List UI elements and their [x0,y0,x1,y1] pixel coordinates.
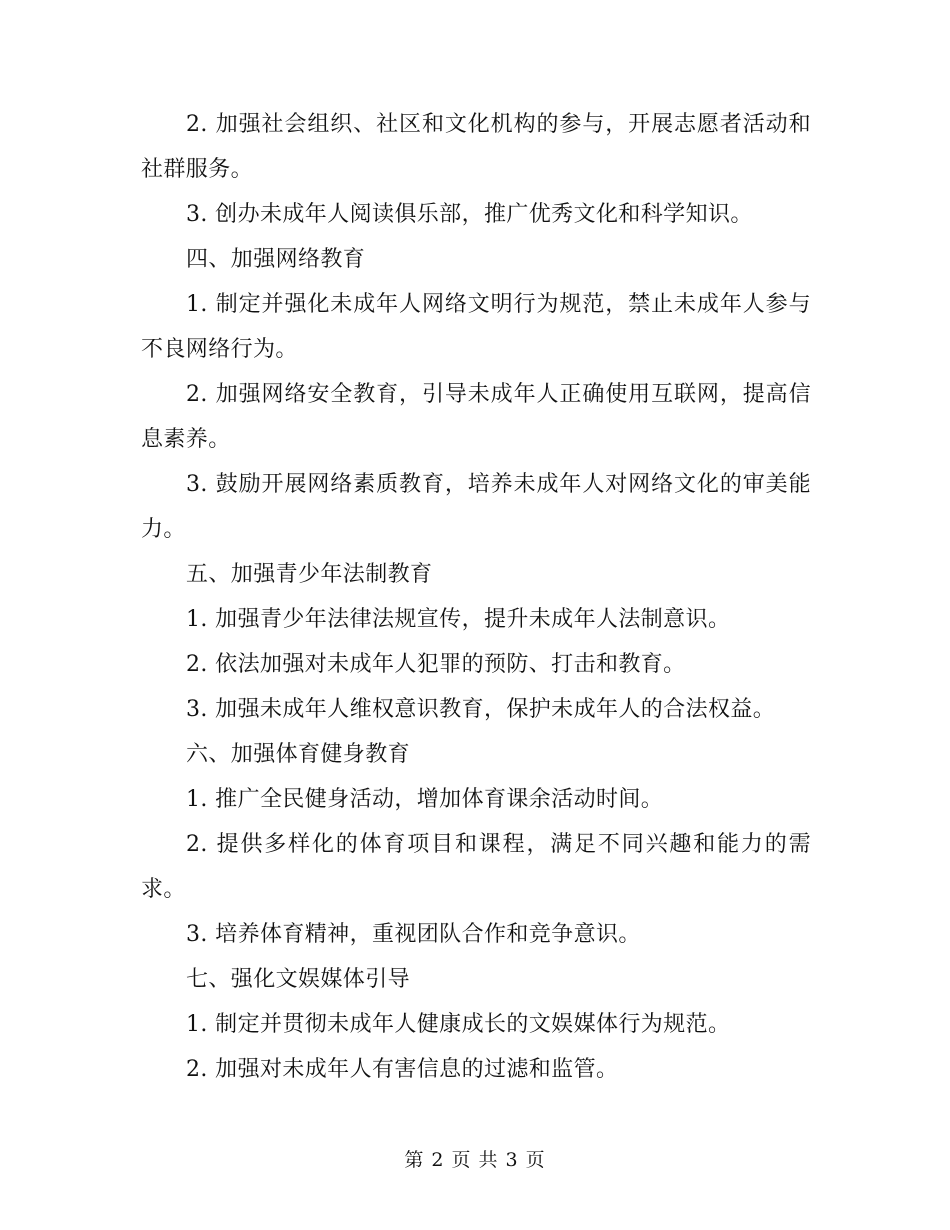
page-footer [0,1146,950,1174]
paragraph: 3. 创办未成年人阅读俱乐部，推广优秀文化和科学知识。 [186,202,753,227]
section-heading: 六、加强体育健身教育 [186,742,411,767]
paragraph: 2. 加强社会组织、社区和文化机构的参与，开展志愿者活动和社群服务。 [141,112,811,182]
section-heading: 七、强化文娱媒体引导 [186,967,411,992]
page-number: 第 2 页 共 3 页 [404,1149,546,1171]
paragraph: 2. 依法加强对未成年人犯罪的预防、打击和教育。 [186,652,686,677]
paragraph: 1. 制定并贯彻未成年人健康成长的文娱媒体行为规范。 [186,1012,731,1037]
document-body [141,102,811,1092]
paragraph: 3. 加强未成年人维权意识教育，保护未成年人的合法权益。 [186,697,776,722]
paragraph: 2. 提供多样化的体育项目和课程，满足不同兴趣和能力的需求。 [141,832,811,902]
section-heading: 五、加强青少年法制教育 [186,562,433,587]
paragraph: 2. 加强对未成年人有害信息的过滤和监管。 [186,1057,619,1082]
paragraph: 2. 加强网络安全教育，引导未成年人正确使用互联网，提高信息素养。 [141,382,811,452]
paragraph: 3. 鼓励开展网络素质教育，培养未成年人对网络文化的审美能力。 [141,472,811,542]
paragraph: 1. 推广全民健身活动，增加体育课余活动时间。 [186,787,664,812]
paragraph: 1. 制定并强化未成年人网络文明行为规范，禁止未成年人参与不良网络行为。 [141,292,811,362]
paragraph: 1. 加强青少年法律法规宣传，提升未成年人法制意识。 [186,607,731,632]
section-heading: 四、加强网络教育 [186,247,366,272]
paragraph: 3. 培养体育精神，重视团队合作和竞争意识。 [186,922,641,947]
